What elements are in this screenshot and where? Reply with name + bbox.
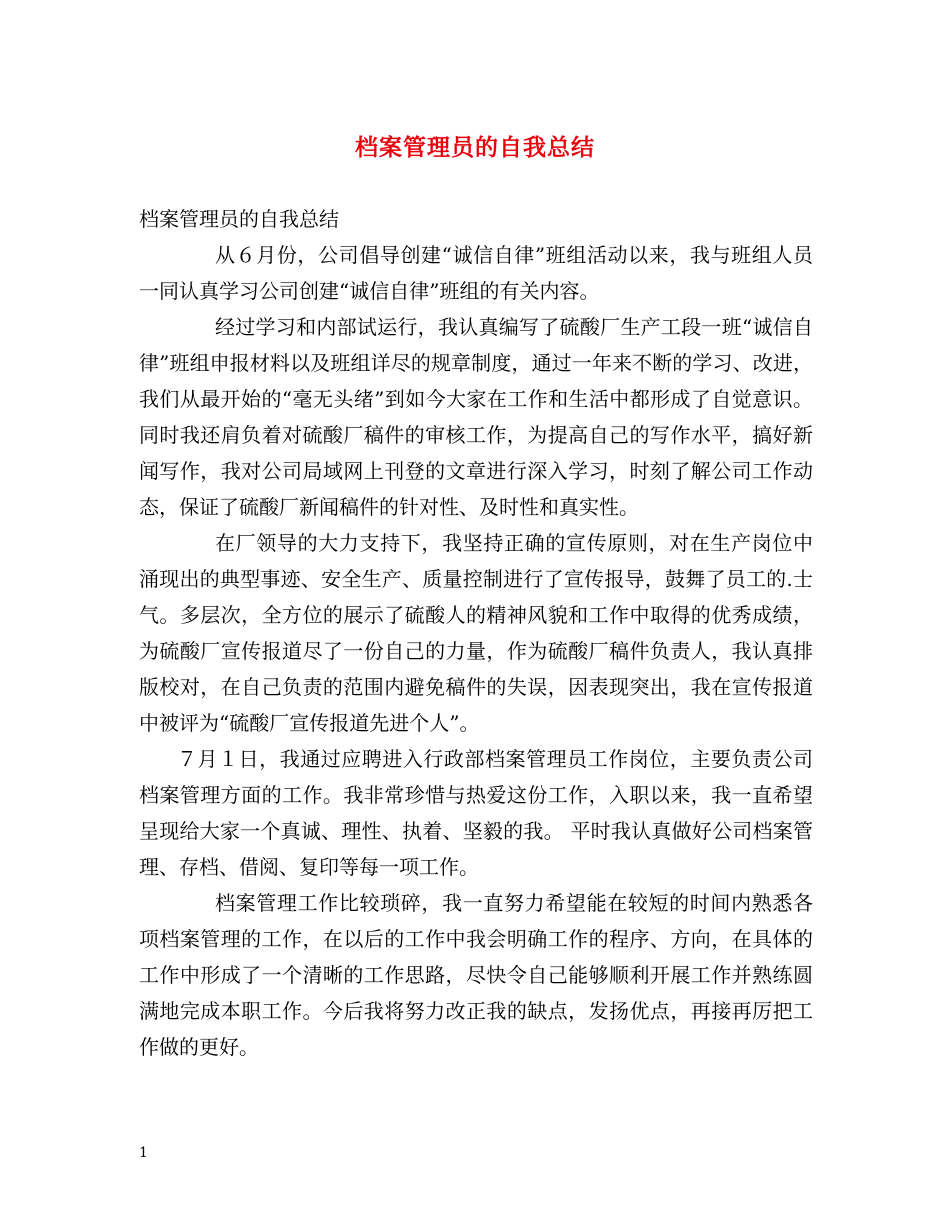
paragraph-2: 经过学习和内部试运行，我认真编写了硫酸厂生产工段一班“诚信自律”班组申报材料以及班组详尽的规章制度，通过一年来不断的学习、改进，我们从最开始的“毫无头绪”到如今大家在工作和生活中都形成了自觉意识。同时我还肩负着对硫酸厂稿件的审核工作，为提高自己的写作水平，搞好新闻写作，我对公司局域网上刊登的文章进行深入学习，时刻了解公司工作动态，保证了硫酸厂新闻稿件的针对性、及时性和真实性。 bbox=[139, 315, 813, 519]
paragraph-4: ７月１日，我通过应聘进入行政部档案管理员工作岗位，主要负责公司档案管理方面的工作。我非常珍惜与热爱这份工作，入职以来，我一直希望呈现给大家一个真诚、理性、执着、坚毅的我。 平时我认真做好公司档案管理、存档、借阅、复印等每一项工作。 bbox=[139, 747, 813, 879]
document-body bbox=[139, 201, 813, 1065]
page-number: 1 bbox=[139, 1145, 148, 1161]
document-subtitle: 档案管理员的自我总结 bbox=[139, 207, 339, 231]
paragraph-1: 从６月份，公司倡导创建“诚信自律”班组活动以来，我与班组人员一同认真学习公司创建“诚信自律”班组的有关内容。 bbox=[139, 243, 813, 303]
document-title: 档案管理员的自我总结 bbox=[355, 134, 595, 161]
paragraph-3: 在厂领导的大力支持下，我坚持正确的宣传原则，对在生产岗位中涌现出的典型事迹、安全生产、质量控制进行了宣传报导，鼓舞了员工的.士气。多层次，全方位的展示了硫酸人的精神风貌和工作中取得的优秀成绩，为硫酸厂宣传报道尽了一份自己的力量，作为硫酸厂稿件负责人，我认真排版校对，在自己负责的范围内避免稿件的失误，因表现突出，我在宣传报道中被评为“硫酸厂宣传报道先进个人”。 bbox=[139, 531, 813, 735]
paragraph-5: 档案管理工作比较琐碎，我一直努力希望能在较短的时间内熟悉各项档案管理的工作，在以后的工作中我会明确工作的程序、方向，在具体的工作中形成了一个清晰的工作思路，尽快令自己能够顺利开展工作并熟练圆满地完成本职工作。今后我将努力改正我的缺点，发扬优点，再接再厉把工作做的更好。 bbox=[139, 891, 813, 1059]
